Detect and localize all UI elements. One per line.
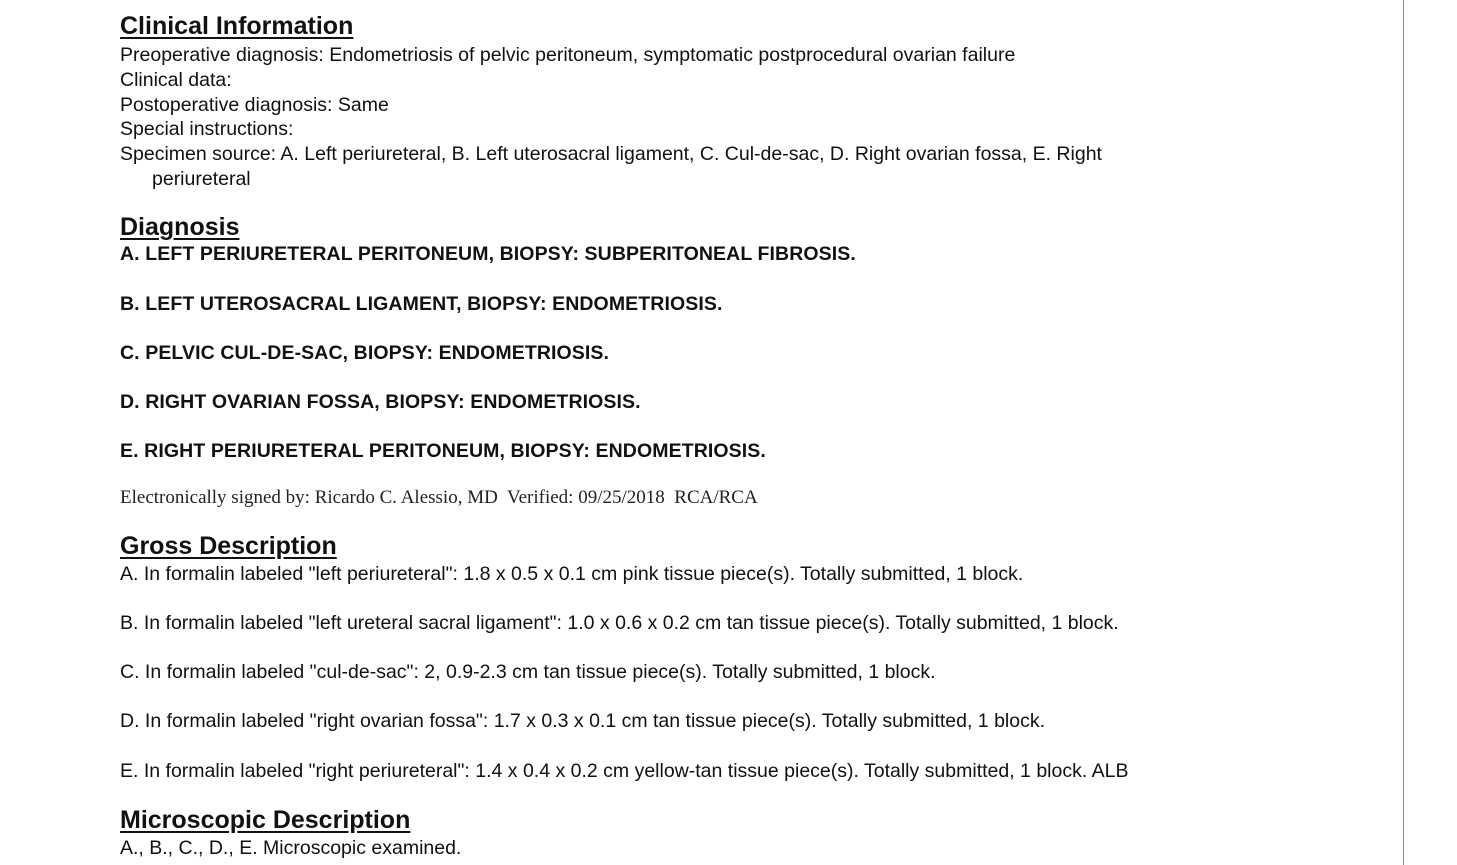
special-instructions-label: Special instructions: <box>120 118 294 140</box>
gross-item-b: B. In formalin labeled "left ureteral sacral ligament": 1.0 x 0.6 x 0.2 cm tan tissue piece(s). Totally submitted, 1 block. <box>120 612 1119 634</box>
clinical-data-line <box>120 68 232 92</box>
diagnosis-item-a: A. LEFT PERIURETERAL PERITONEUM, BIOPSY: SUBPERITONEAL FIBROSIS. <box>120 243 856 265</box>
gross-description-heading: Gross Description <box>120 532 337 560</box>
special-instructions-line <box>120 117 293 141</box>
clinical-information-heading: Clinical Information <box>120 12 354 40</box>
gross-item-a: A. In formalin labeled "left periureteral": 1.8 x 0.5 x 0.1 cm pink tissue piece(s). Totally submitted, 1 block. <box>120 563 1024 585</box>
specimen-source-label: Specimen source: <box>120 143 277 165</box>
preoperative-diagnosis-label: Preoperative diagnosis: <box>120 44 324 66</box>
diagnosis-item-e: E. RIGHT PERIURETERAL PERITONEUM, BIOPSY: ENDOMETRIOSIS. <box>120 440 766 462</box>
preoperative-diagnosis-line <box>120 43 1015 67</box>
diagnosis-heading: Diagnosis <box>120 213 240 241</box>
specimen-source-line <box>120 142 1102 166</box>
postoperative-diagnosis-label: Postoperative diagnosis: <box>120 94 333 116</box>
page-right-border <box>1403 0 1404 865</box>
postoperative-diagnosis-value: Same <box>337 94 389 116</box>
postoperative-diagnosis-line <box>120 93 389 117</box>
microscopic-description-heading: Microscopic Description <box>120 806 411 834</box>
diagnosis-item-b: B. LEFT UTEROSACRAL LIGAMENT, BIOPSY: ENDOMETRIOSIS. <box>120 293 723 315</box>
specimen-source-continuation: periureteral <box>152 168 251 190</box>
preoperative-diagnosis-value: Endometriosis of pelvic peritoneum, symptomatic postprocedural ovarian failure <box>329 44 1016 66</box>
clinical-data-label: Clinical data: <box>120 69 232 91</box>
diagnosis-item-c: C. PELVIC CUL-DE-SAC, BIOPSY: ENDOMETRIOSIS. <box>120 342 610 364</box>
gross-item-d: D. In formalin labeled "right ovarian fossa": 1.7 x 0.3 x 0.1 cm tan tissue piece(s). Totally submitted, 1 block. <box>120 710 1046 732</box>
gross-item-e: E. In formalin labeled "right periureteral": 1.4 x 0.4 x 0.2 cm yellow-tan tissue piece(s). Totally submitted, 1 block. ALB <box>120 760 1129 782</box>
microscopic-text: A., B., C., D., E. Microscopic examined. <box>120 837 462 859</box>
electronic-signature: Electronically signed by: Ricardo C. Alessio, MD Verified: 09/25/2018 RCA/RCA <box>120 487 758 508</box>
diagnosis-item-d: D. RIGHT OVARIAN FOSSA, BIOPSY: ENDOMETRIOSIS. <box>120 391 641 413</box>
specimen-source-value: A. Left periureteral, B. Left uterosacral ligament, C. Cul-de-sac, D. Right ovarian fossa, E. Right <box>280 143 1102 165</box>
gross-item-c: C. In formalin labeled "cul-de-sac": 2, 0.9-2.3 cm tan tissue piece(s). Totally submitted, 1 block. <box>120 661 936 683</box>
